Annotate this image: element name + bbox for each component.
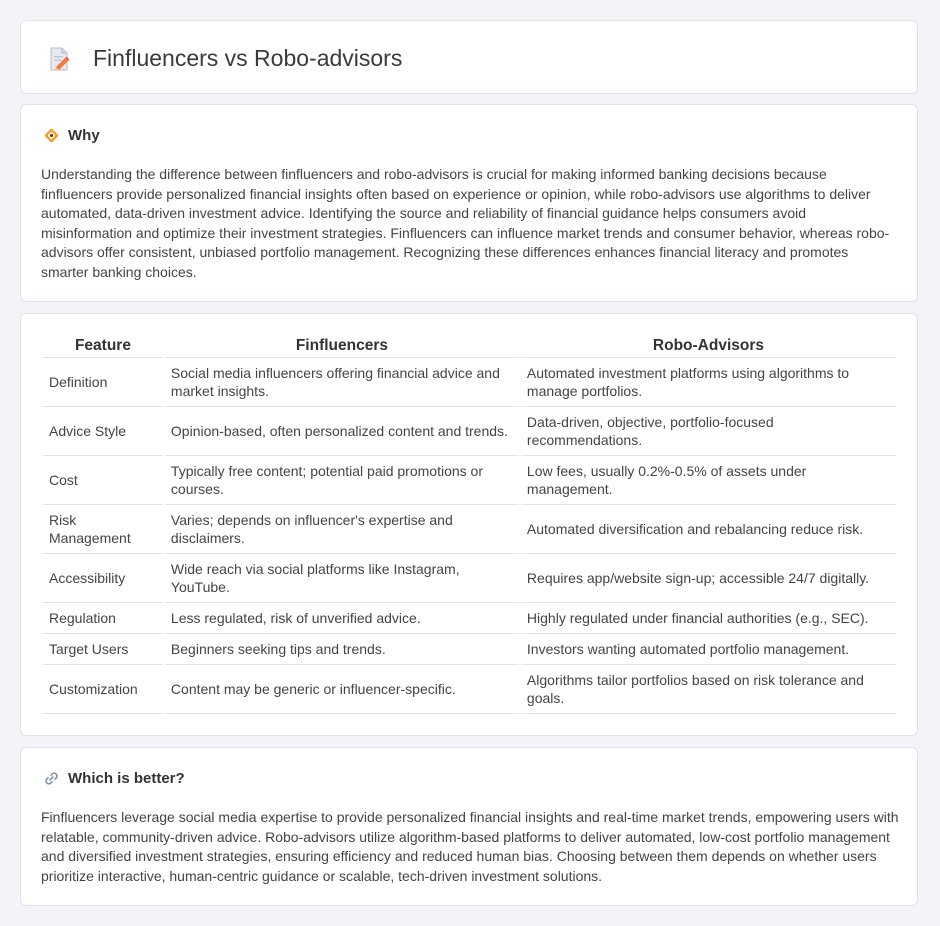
robo-advisors-cell: Automated diversification and rebalancing reduce risk.	[521, 505, 896, 554]
finfluencers-cell: Social media influencers offering financial advice and market insights.	[165, 358, 519, 407]
table-row	[43, 407, 896, 456]
diamond-sign-icon	[43, 127, 60, 144]
finfluencers-cell: Content may be generic or influencer-specific.	[165, 665, 519, 714]
finfluencers-cell: Typically free content; potential paid promotions or courses.	[165, 456, 519, 505]
why-paragraph: Understanding the difference between finfluencers and robo-advisors is crucial for making informed banking decisions because finfluencers provide personalized financial insights often based on experience or opinion, while robo-advisors use algorithms to deliver automated, data-driven investment advice. Identifying the source and reliability of financial guidance helps consumers avoid misinformation and optimize their investment strategies. Finfluencers can influence market trends and consumer behavior, whereas robo-advisors offer consistent, unbiased portfolio management. Recognizing these differences enhances financial literacy and promotes smarter banking choices.	[41, 166, 890, 280]
finfluencers-cell: Varies; depends on influencer's expertise and disclaimers.	[165, 505, 519, 554]
title-row	[47, 45, 402, 72]
feature-cell: Risk Management	[43, 505, 163, 554]
title-card	[20, 20, 918, 94]
finfluencers-cell: Wide reach via social platforms like Instagram, YouTube.	[165, 554, 519, 603]
table-row	[43, 358, 896, 407]
header-robo-advisors: Robo-Advisors	[521, 336, 896, 358]
header-finfluencers: Finfluencers	[165, 336, 519, 358]
better-heading: Which is better?	[68, 770, 185, 787]
feature-cell: Definition	[43, 358, 163, 407]
table-row	[43, 634, 896, 665]
robo-advisors-cell: Investors wanting automated portfolio management.	[521, 634, 896, 665]
feature-cell: Regulation	[43, 603, 163, 634]
feature-cell: Accessibility	[43, 554, 163, 603]
robo-advisors-cell: Automated investment platforms using algorithms to manage portfolios.	[521, 358, 896, 407]
table-row	[43, 665, 896, 714]
table-row	[43, 456, 896, 505]
page-title: Finfluencers vs Robo-advisors	[93, 45, 403, 71]
finfluencers-cell: Opinion-based, often personalized content and trends.	[165, 407, 519, 456]
better-paragraph: Finfluencers leverage social media expertise to provide personalized financial insights and real-time market trends, empowering users with relatable, community-driven advice. Robo-advisors utilize algorithm-based platforms to deliver automated, low-cost portfolio management and diversified investment strategies, ensuring efficiency and reduced human bias. Choosing between them depends on whether users prioritize interactive, human-centric guidance or scalable, tech-driven investment solutions.	[41, 809, 899, 884]
finfluencers-cell: Less regulated, risk of unverified advice.	[165, 603, 519, 634]
feature-cell: Cost	[43, 456, 163, 505]
table-header-row	[43, 336, 896, 358]
better-heading-row	[43, 770, 185, 787]
header-feature: Feature	[43, 336, 163, 358]
why-card	[20, 104, 918, 302]
document-pencil-icon	[47, 46, 71, 72]
feature-cell: Customization	[43, 665, 163, 714]
robo-advisors-cell: Low fees, usually 0.2%-0.5% of assets under management.	[521, 456, 896, 505]
table-row	[43, 554, 896, 603]
feature-cell: Advice Style	[43, 407, 163, 456]
robo-advisors-cell: Algorithms tailor portfolios based on risk tolerance and goals.	[521, 665, 896, 714]
robo-advisors-cell: Requires app/website sign-up; accessible 24/7 digitally.	[521, 554, 896, 603]
link-icon	[43, 770, 60, 787]
robo-advisors-cell: Data-driven, objective, portfolio-focused recommendations.	[521, 407, 896, 456]
table-row	[43, 505, 896, 554]
better-card	[20, 747, 918, 906]
finfluencers-cell: Beginners seeking tips and trends.	[165, 634, 519, 665]
feature-cell: Target Users	[43, 634, 163, 665]
table-row	[43, 603, 896, 634]
why-heading: Why	[68, 127, 100, 144]
comparison-card	[20, 313, 918, 736]
comparison-table	[41, 336, 898, 714]
robo-advisors-cell: Highly regulated under financial authorities (e.g., SEC).	[521, 603, 896, 634]
why-heading-row	[43, 127, 100, 144]
